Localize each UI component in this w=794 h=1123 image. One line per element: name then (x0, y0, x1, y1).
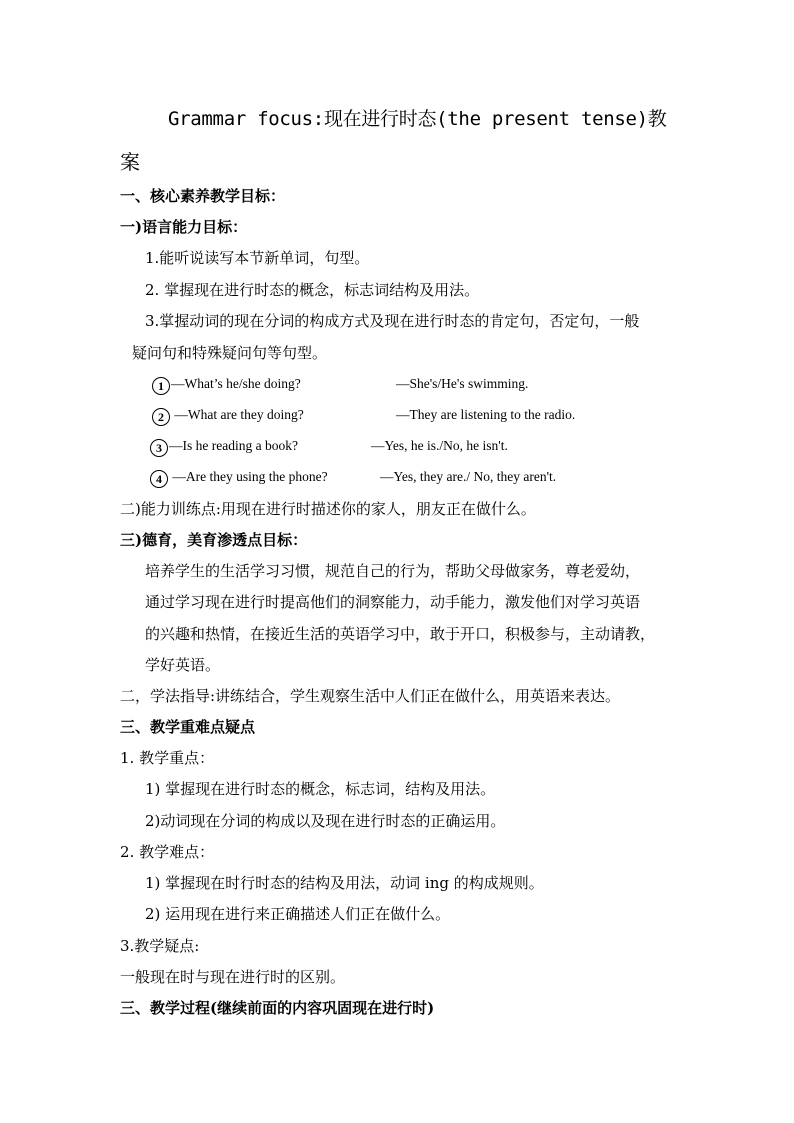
example-answer: —Yes, they are./ No, they aren't. (380, 469, 557, 484)
key-point-item: 2)动词现在分词的构成以及现在进行时态的正确运用。 (145, 812, 506, 830)
document-title-continued: 案 (120, 150, 140, 174)
example-number: 1 (152, 377, 170, 395)
difficulty-item: 1) 掌握现在时行时态的结构及用法，动词 ing 的构成规则。 (145, 874, 544, 892)
section-heading-objectives: 一、核心素养教学目标： (120, 187, 286, 205)
difficulty-item: 2) 运用现在进行来正确描述人们正在做什么。 (145, 905, 451, 923)
doubts-label: 3.教学疑点: (120, 937, 200, 955)
example-question: 1 —What’s he/she doing? (152, 374, 301, 395)
difficulties-label: 2. 教学难点： (120, 843, 215, 861)
subheading-language-ability: 一)语言能力目标： (120, 218, 248, 236)
section-heading-teaching-process: 三、教学过程(继续前面的内容巩固现在进行时) (120, 999, 435, 1017)
example-answer: —Yes, he is./No, he isn't. (371, 438, 508, 453)
moral-text-line: 学好英语。 (145, 656, 221, 674)
objective-item: 2. 掌握现在进行时态的概念，标志词结构及用法。 (145, 281, 480, 299)
example-question: 4 —Are they using the phone? (150, 467, 328, 488)
example-answer: —They are listening to the radio. (396, 407, 576, 422)
section-heading-key-points: 三、教学重难点疑点 (120, 718, 256, 736)
moral-text-line: 通过学习现在进行时提高他们的洞察能力，动手能力，激发他们对学习英语 (145, 593, 641, 611)
key-points-label: 1. 教学重点： (120, 749, 215, 767)
subheading-ability-training: 二)能力训练点:用现在进行时描述你的家人，朋友正在做什么。 (120, 500, 536, 518)
moral-text-line: 的兴趣和热情，在接近生活的英语学习中，敢于开口，积极参与，主动请教， (145, 625, 656, 643)
key-point-item: 1) 掌握现在进行时态的概念，标志词，结构及用法。 (145, 780, 496, 798)
doubts-text: 一般现在时与现在进行时的区别。 (120, 968, 346, 986)
example-number: 4 (150, 470, 168, 488)
study-method-text: 二，学法指导:讲练结合，学生观察生活中人们正在做什么，用英语来表达。 (120, 687, 621, 705)
example-answer: —She's/He's swimming. (396, 376, 529, 391)
moral-text-line: 培养学生的生活学习习惯，规范自己的行为，帮助父母做家务，尊老爱幼， (145, 562, 641, 580)
subheading-moral-education: 三)德育，美育渗透点目标： (120, 531, 308, 549)
objective-item-continued: 疑问句和特殊疑问句等句型。 (132, 344, 328, 362)
example-question: 2 —What are they doing? (152, 405, 304, 426)
example-number: 2 (152, 408, 170, 426)
objective-item: 1.能听说读写本节新单词，句型。 (145, 249, 370, 267)
objective-item: 3.掌握动词的现在分词的构成方式及现在进行时态的肯定句，否定句，一般 (145, 312, 640, 330)
example-question: 3 —Is he reading a book? (150, 436, 298, 457)
document-title: Grammar focus:现在进行时态(the present tense)教 (168, 108, 667, 130)
example-number: 3 (150, 439, 168, 457)
